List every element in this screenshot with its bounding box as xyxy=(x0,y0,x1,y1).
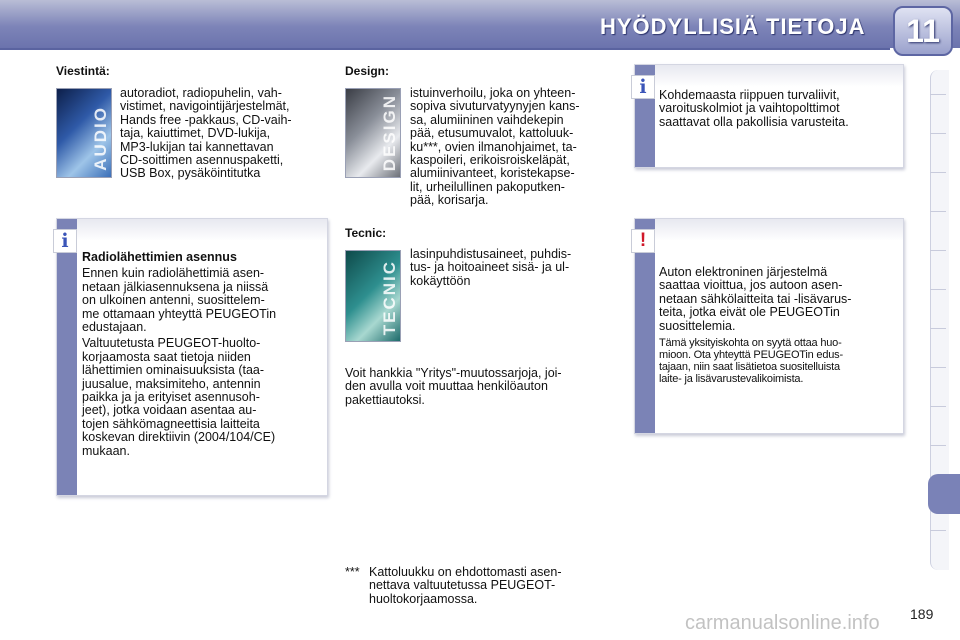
text-line: Hands free -pakkaus, CD-vaih- xyxy=(120,112,292,127)
text-line: USB Box, pysäköintitutka xyxy=(120,166,261,181)
chapter-tab-divider xyxy=(930,289,946,290)
text-line: huoltokorjaamossa. xyxy=(369,591,478,606)
text-line: edustajaan. xyxy=(82,320,147,335)
text-line: paikka ja ja erityiset asennusoh- xyxy=(82,390,260,405)
chapter-number-badge: 11 xyxy=(893,6,953,56)
text-line: Ennen kuin radiolähettimiä asen- xyxy=(82,266,265,281)
text-line: pää, korisarja. xyxy=(410,193,489,208)
chapter-tab-divider xyxy=(930,250,946,251)
radio-box-text xyxy=(82,251,320,458)
text-line: jeet), jotka voidaan asentaa au- xyxy=(82,403,257,418)
text-line: nettava valtuutetussa PEUGEOT- xyxy=(369,578,556,593)
chapter-tab-divider xyxy=(930,445,946,446)
tecnic-thumbnail-label: TECNIC xyxy=(380,259,399,335)
active-chapter-tab[interactable] xyxy=(928,474,960,514)
design-text xyxy=(410,87,615,208)
watermark-text: carmanualsonline.info xyxy=(685,612,880,634)
text-line: ku***, ovien ilmanohjaimet, ta- xyxy=(410,139,577,154)
text-line: Valtuutetusta PEUGEOT-huolto- xyxy=(82,336,261,351)
design-thumbnail-label: DESIGN xyxy=(380,93,399,171)
text-line: tus- ja hoitoaineet sisä- ja ul- xyxy=(410,260,570,275)
text-line: kaspoileri, erikoisroiskeläpät, xyxy=(410,153,570,168)
text-line: den avulla voit muuttaa henkilöauton xyxy=(345,379,548,394)
box-accent-bar xyxy=(57,219,77,495)
box-header-shade xyxy=(655,65,903,87)
text-line: Voit hankkia "Yritys"-muutossarjoja, joi- xyxy=(345,366,562,380)
yritys-text xyxy=(345,367,615,407)
audio-thumbnail-label: AUDIO xyxy=(91,106,110,171)
text-line: CD-soittimen asennuspaketti, xyxy=(120,153,284,168)
text-line: lit, urheilullinen pakoputken- xyxy=(410,179,565,194)
text-line: autoradiot, radiopuhelin, vah- xyxy=(120,86,282,100)
text-line: varoituskolmiot ja vaihtopolttimot xyxy=(659,101,840,116)
text-line: laite- ja lisävarustevalikoimista. xyxy=(659,373,804,386)
chapter-tab-divider xyxy=(930,133,946,134)
text-line: me ottamaan yhteyttä PEUGEOTin xyxy=(82,306,277,321)
box-header-shade xyxy=(655,219,903,241)
equipment-info-text xyxy=(659,89,896,129)
text-line: tajaan, niin saat lisätietoa suositelluista xyxy=(659,361,840,374)
viestinta-text xyxy=(120,87,325,181)
text-line: mukaan. xyxy=(82,443,130,458)
audio-thumbnail xyxy=(56,88,112,178)
tecnic-thumbnail xyxy=(345,250,401,342)
text-line: alumiinivanteet, koristekapse- xyxy=(410,166,575,181)
footnote-text xyxy=(369,566,615,606)
text-line: Kohdemaasta riippuen turvaliivit, xyxy=(659,88,840,102)
text-line: Auton elektroninen järjestelmä xyxy=(659,265,828,279)
text-line: on ulkoinen antenni, suosittelem- xyxy=(82,293,265,308)
text-line: istuinverhoilu, joka on yhteen- xyxy=(410,86,576,100)
text-line: tojen sähkömagneettisia laitteita xyxy=(82,416,260,431)
text-line: saattavat olla pakollisia varusteita. xyxy=(659,114,849,129)
text-line: vistimet, navigointijärjestelmät, xyxy=(120,99,290,114)
text-line: MP3-lukijan tai kannettavan xyxy=(120,139,274,154)
text-line: korjaamosta saat tietoja niiden xyxy=(82,349,251,364)
text-line: netaan jälkiasennuksena ja niissä xyxy=(82,279,269,294)
text-line: suosittelemia. xyxy=(659,318,736,333)
page-title: HYÖDYLLISIÄ TIETOJA xyxy=(600,14,866,39)
box-header-shade xyxy=(77,219,327,241)
text-line: pää, etusumuvalot, kattoluuk- xyxy=(410,126,574,141)
text-line: koskevan direktiivin (2004/104/CE) xyxy=(82,430,276,445)
text-line: sa, alumiininen vaihdekepin xyxy=(410,112,564,127)
radio-box-title: Radiolähettimien asennus xyxy=(82,250,237,264)
text-line: lasinpuhdistusaineet, puhdis- xyxy=(410,247,572,261)
text-line: netaan sähkölaitteita tai -lisävarus- xyxy=(659,291,852,306)
text-line: juusalue, maksimiteho, antennin xyxy=(82,376,261,391)
info-icon: i xyxy=(631,75,655,99)
electronics-warning-text xyxy=(659,266,896,385)
text-line: saattaa vioittua, jos autoon asen- xyxy=(659,278,843,293)
chapter-tab-divider xyxy=(930,172,946,173)
chapter-tab-divider xyxy=(930,94,946,95)
header-divider xyxy=(0,48,890,50)
footnote-marker: *** xyxy=(345,565,360,579)
tecnic-heading: Tecnic: xyxy=(345,226,387,240)
chapter-tab-divider xyxy=(930,367,946,368)
text-line: Tämä yksityiskohta on syytä ottaa huo- xyxy=(659,337,842,350)
chapter-tab-divider xyxy=(930,530,946,531)
design-heading: Design: xyxy=(345,64,390,78)
tecnic-text xyxy=(410,248,615,288)
text-line: taja, kaiuttimet, DVD-lukija, xyxy=(120,126,271,141)
chapter-tab-divider xyxy=(930,328,946,329)
text-line: Kattoluukku on ehdottomasti asen- xyxy=(369,565,562,579)
text-line: kokäyttöön xyxy=(410,273,471,288)
text-line: pakettiautoksi. xyxy=(345,392,425,407)
chapter-tab-divider xyxy=(930,406,946,407)
text-line: mioon. Ota yhteyttä PEUGEOTin edus- xyxy=(659,349,843,362)
design-thumbnail xyxy=(345,88,401,178)
text-line: lähettimien ominaisuuksista (taa- xyxy=(82,363,265,378)
viestinta-heading: Viestintä: xyxy=(56,64,110,78)
info-icon: i xyxy=(53,229,77,253)
chapter-tab-divider xyxy=(930,211,946,212)
page-number: 189 xyxy=(910,606,934,622)
text-line: sopiva sivuturvatyynyjen kans- xyxy=(410,99,580,114)
text-line: teita, jotka eivät ole PEUGEOTin xyxy=(659,305,840,320)
warning-icon: ! xyxy=(631,229,655,253)
